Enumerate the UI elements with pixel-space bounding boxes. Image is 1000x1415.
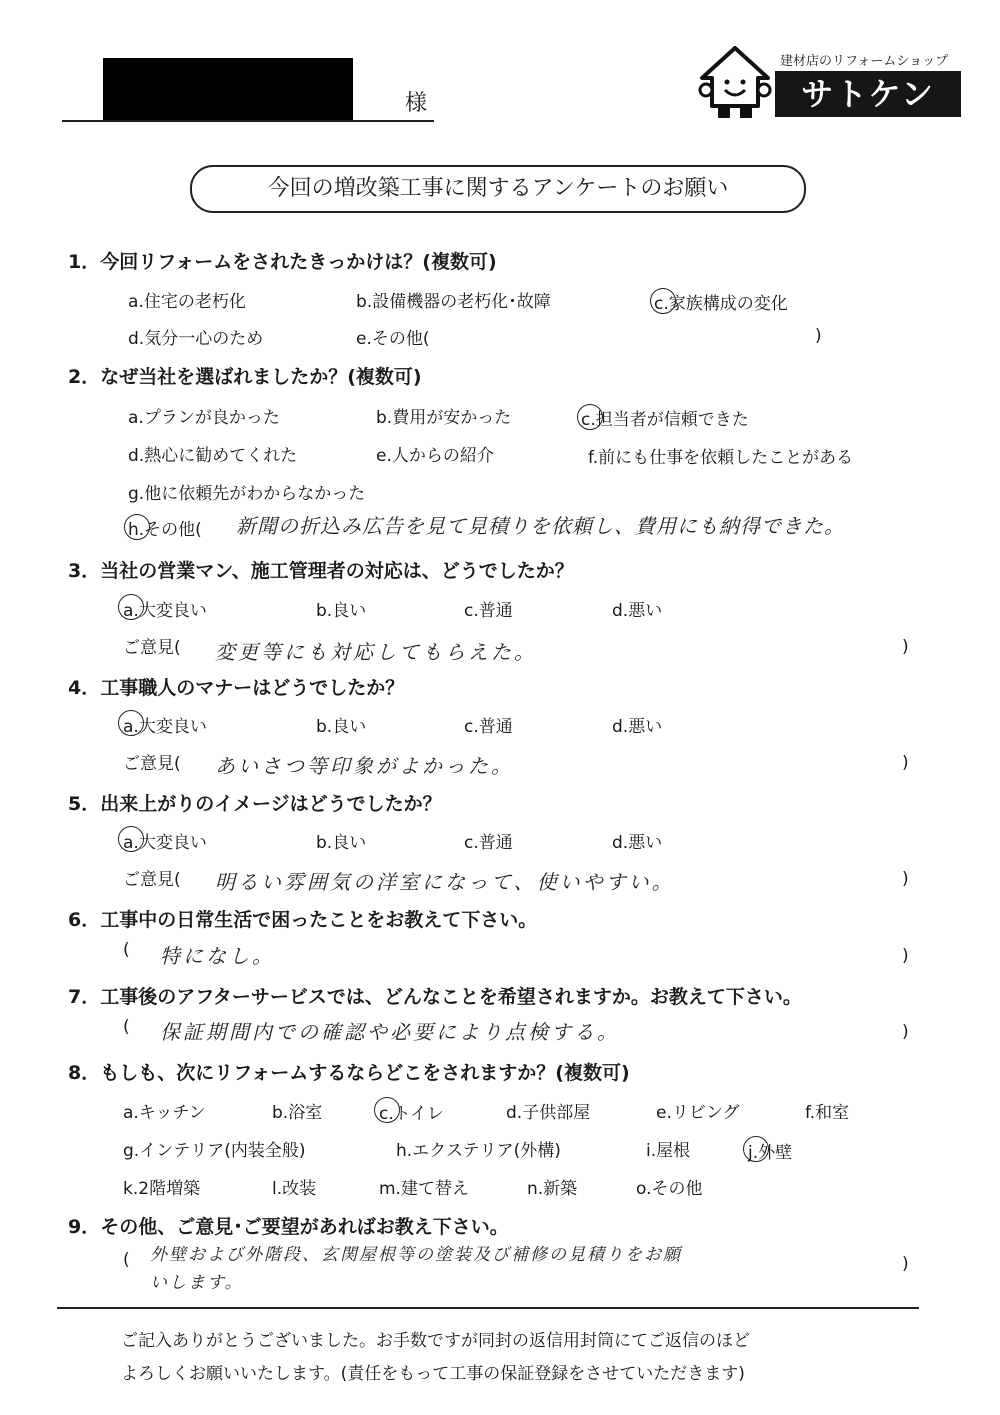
q4-handwritten-answer: あいさつ等印象がよかった。 bbox=[215, 754, 514, 778]
q7-open-paren: ( bbox=[123, 1017, 130, 1037]
q1-option-b: b.設備機器の老朽化･故障 bbox=[356, 292, 551, 312]
survey-title: 今回の増改築工事に関するアンケートのお願い bbox=[190, 165, 806, 213]
selection-circle bbox=[118, 710, 144, 736]
q1-close-paren: ) bbox=[815, 326, 822, 346]
q8-option-c: c.トイレ bbox=[379, 1104, 444, 1124]
q8-option-f: f.和室 bbox=[805, 1103, 850, 1123]
q6-open-paren: ( bbox=[123, 940, 130, 960]
q1-option-c: c.家族構成の変化 bbox=[654, 294, 788, 314]
q4-option-d: d.悪い bbox=[612, 717, 663, 737]
brand-tagline: 建材店のリフォームショップ bbox=[780, 54, 949, 69]
q8-option-b: b.浴室 bbox=[272, 1103, 323, 1123]
brand-logo: サトケン bbox=[775, 71, 961, 117]
q5-handwritten-answer: 明るい雰囲気の洋室になって、使いやすい。 bbox=[215, 870, 675, 894]
question-8: 8．もしも、次にリフォームするならどこをされますか？(複数可) bbox=[68, 1062, 630, 1084]
q2-option-g: g.他に依頼先がわからなかった bbox=[128, 484, 366, 504]
q1-option-e: e.その他( bbox=[356, 329, 430, 349]
q2-option-e: e.人からの紹介 bbox=[376, 446, 494, 466]
selection-circle bbox=[743, 1136, 769, 1162]
question-3: 3．当社の営業マン、施工管理者の対応は、どうでしたか？ bbox=[68, 560, 574, 582]
q8-option-d: d.子供部屋 bbox=[506, 1103, 591, 1123]
footer-line-1: ご記入ありがとうございました。お手数ですが同封の返信用封筒にてご返信のほど bbox=[121, 1331, 750, 1351]
q9-close-paren: ) bbox=[902, 1254, 909, 1274]
q5-option-b: b.良い bbox=[316, 833, 367, 853]
q6-close-paren: ) bbox=[902, 946, 909, 966]
q9-handwritten-line2: いします。 bbox=[150, 1273, 244, 1293]
q2-option-b: b.費用が安かった bbox=[376, 408, 512, 428]
q5-opinion-label: ご意見( bbox=[123, 870, 181, 890]
q3-option-d: d.悪い bbox=[612, 601, 663, 621]
selection-circle bbox=[577, 404, 603, 430]
q4-opinion-label: ご意見( bbox=[123, 754, 181, 774]
question-5: 5．出来上がりのイメージはどうでしたか？ bbox=[68, 793, 442, 815]
footer-divider bbox=[57, 1307, 919, 1309]
q4-option-a: a.大変良い bbox=[123, 717, 207, 737]
question-6: 6．工事中の日常生活で困ったことをお教えて下さい。 bbox=[68, 909, 538, 931]
q4-close-paren: ) bbox=[902, 753, 909, 773]
q8-option-g: g.インテリア(内装全般) bbox=[123, 1141, 306, 1161]
q9-handwritten-line1: 外壁および外階段、玄関屋根等の塗装及び補修の見積りをお願 bbox=[150, 1245, 682, 1265]
q8-option-o: o.その他 bbox=[636, 1179, 703, 1199]
q9-open-paren: ( bbox=[123, 1250, 130, 1270]
honorific: 様 bbox=[405, 91, 428, 116]
selection-circle bbox=[118, 594, 144, 620]
q8-option-n: n.新築 bbox=[527, 1179, 578, 1199]
selection-circle bbox=[124, 514, 150, 540]
house-mascot-logo bbox=[698, 44, 772, 124]
q1-option-a: a.住宅の老朽化 bbox=[128, 292, 246, 312]
q8-option-j: j.外壁 bbox=[748, 1143, 793, 1163]
q2-option-c: c.担当者が信頼できた bbox=[581, 410, 749, 430]
q5-close-paren: ) bbox=[902, 869, 909, 889]
q1-option-d: d.気分一心のため bbox=[128, 329, 264, 349]
q8-option-h: h.エクステリア(外構) bbox=[396, 1141, 561, 1161]
q3-opinion-label: ご意見( bbox=[123, 638, 181, 658]
question-4: 4．工事職人のマナーはどうでしたか？ bbox=[68, 677, 405, 699]
q2-option-d: d.熱心に勧めてくれた bbox=[128, 446, 298, 466]
q4-option-b: b.良い bbox=[316, 717, 367, 737]
q8-option-k: k.2階増築 bbox=[123, 1179, 201, 1199]
q2-handwritten-answer: 新聞の折込み広告を見て見積りを依頼し、費用にも納得できた。 bbox=[236, 514, 845, 538]
redacted-customer-name bbox=[103, 58, 353, 122]
q7-close-paren: ) bbox=[902, 1022, 909, 1042]
q5-option-a: a.大変良い bbox=[123, 833, 207, 853]
question-1: 1．今回リフォームをされたきっかけは？(複数可) bbox=[68, 251, 497, 273]
q4-option-c: c.普通 bbox=[464, 717, 513, 737]
q8-option-l: l.改装 bbox=[272, 1179, 317, 1199]
name-underline bbox=[62, 120, 434, 122]
q2-option-f: f.前にも仕事を依頼したことがある bbox=[588, 448, 854, 468]
q5-option-d: d.悪い bbox=[612, 833, 663, 853]
q3-option-a: a.大変良い bbox=[123, 601, 207, 621]
q8-option-i: i.屋根 bbox=[646, 1141, 691, 1161]
question-2: 2．なぜ当社を選ばれましたか？(複数可) bbox=[68, 366, 422, 388]
q5-option-c: c.普通 bbox=[464, 833, 513, 853]
q3-close-paren: ) bbox=[902, 637, 909, 657]
q8-option-e: e.リビング bbox=[656, 1103, 740, 1123]
q8-option-m: m.建て替え bbox=[379, 1179, 469, 1199]
q2-option-a: a.プランが良かった bbox=[128, 408, 280, 428]
footer-line-2: よろしくお願いいたします。(責任をもって工事の保証登録をさせていただきます) bbox=[121, 1364, 745, 1384]
q3-option-c: c.普通 bbox=[464, 601, 513, 621]
q7-handwritten-answer: 保証期間内での確認や必要により点検する。 bbox=[160, 1020, 620, 1044]
question-7: 7．工事後のアフターサービスでは、どんなことを希望されますか。お教えて下さい。 bbox=[68, 986, 802, 1008]
q2-option-h: h.その他( bbox=[128, 520, 202, 540]
q6-handwritten-answer: 特になし。 bbox=[160, 944, 275, 968]
q3-handwritten-answer: 変更等にも対応してもらえた。 bbox=[215, 640, 537, 664]
question-9: 9．その他、ご意見･ご要望があればお教え下さい。 bbox=[68, 1216, 509, 1238]
selection-circle bbox=[374, 1097, 400, 1123]
q3-option-b: b.良い bbox=[316, 601, 367, 621]
q8-option-a: a.キッチン bbox=[123, 1103, 206, 1123]
selection-circle bbox=[650, 288, 676, 314]
selection-circle bbox=[118, 826, 144, 852]
